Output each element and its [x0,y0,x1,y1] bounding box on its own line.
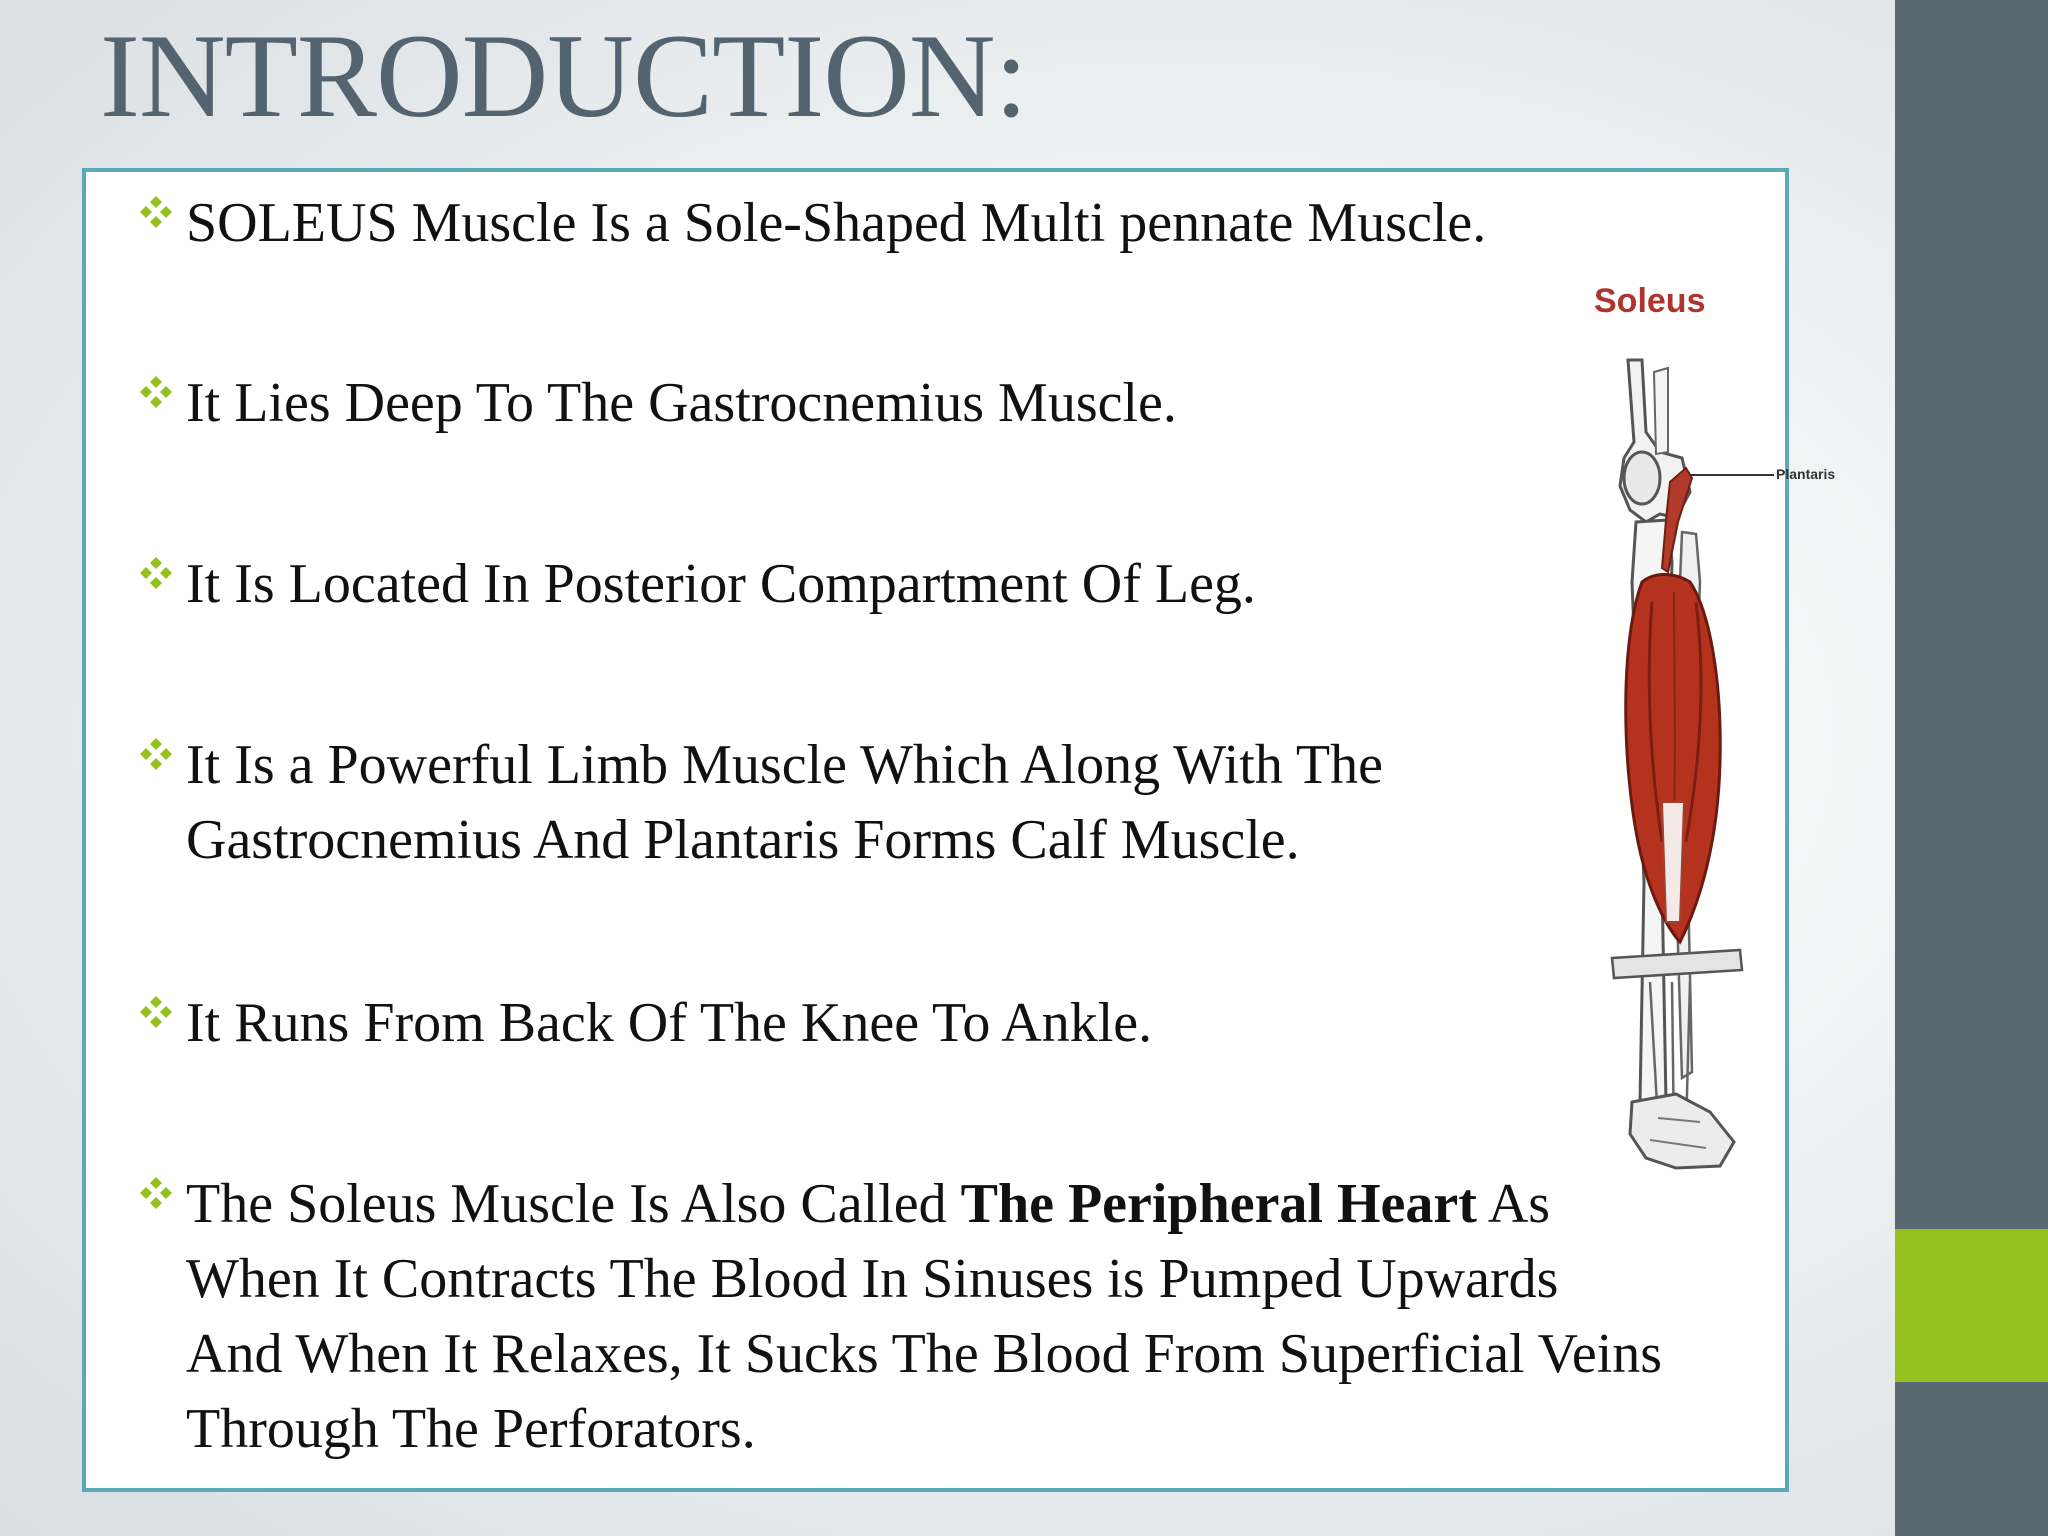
bullet-text-line-1: It Is a Powerful Limb Muscle Which Along With The [186,734,1383,796]
figure-title: Soleus [1594,282,1706,320]
four-diamond-bullet-icon [138,730,184,778]
four-diamond-bullet-icon [138,368,184,416]
bullet-text: SOLEUS Muscle Is a Sole-Shaped Multi pennate Muscle. [186,192,1487,254]
bullet-text-line-4: Through The Perforators. [186,1398,756,1460]
four-diamond-bullet-icon [138,1169,184,1217]
accent-block [1895,1229,2048,1382]
bullet-item [138,547,1256,622]
bullet-item [138,186,1486,261]
four-diamond-bullet-icon [138,549,184,597]
slide-title: INTRODUCTION: [100,9,1027,142]
bullet-text-pre: The Soleus Muscle Is Also Called [186,1173,961,1235]
bullet-item [138,728,1383,878]
bullet-text-line-2: When It Contracts The Blood In Sinuses is Pumped Upwards [186,1248,1559,1310]
bullet-emphasis: The Peripheral Heart [960,1173,1477,1235]
bullet-item [138,1167,1662,1467]
bullet-text-post: As [1476,1173,1551,1235]
four-diamond-bullet-icon [138,988,184,1036]
soleus-anatomy-figure [1550,282,1850,1182]
bullet-text-line-2: Gastrocnemius And Plantaris Forms Calf Muscle. [186,809,1300,871]
bullet-text: It Is Located In Posterior Compartment Of Leg. [186,553,1256,615]
bullet-text: It Runs From Back Of The Knee To Ankle. [186,992,1153,1054]
four-diamond-bullet-icon [138,188,184,236]
bullet-text: It Lies Deep To The Gastrocnemius Muscle. [186,372,1177,434]
content-box [82,168,1836,1492]
bullet-item [138,366,1177,441]
leg-anatomy-illustration [1550,282,1850,1182]
bullet-text-line-3: And When It Relaxes, It Sucks The Blood From Superficial Veins [186,1323,1663,1385]
figure-label-plantaris: Plantaris [1776,466,1836,482]
bullet-item [138,986,1152,1061]
